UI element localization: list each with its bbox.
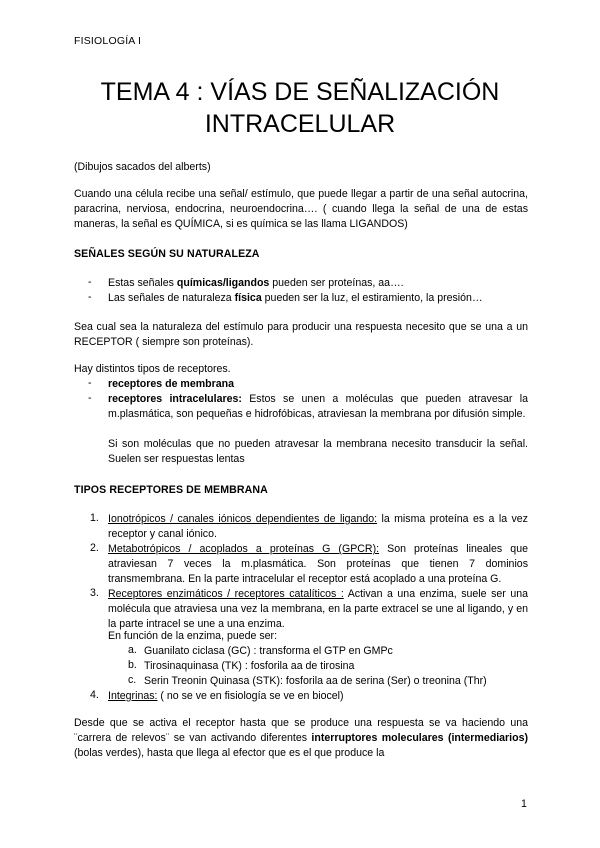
list-item: Receptores enzimáticos / receptores catalíticos : Activan a una enzima, suele ser una molécula que atraviesa una vez la membrana, en la parte extracel se une al ligando, y en la parte intracel se une a una enzima.: [108, 588, 528, 630]
intro-paragraph: Cuando una célula recibe una señal/ estímulo, que puede llegar a partir de una señal autocrina, paracrina, nerviosa, endocrina, neuroendocrina…. ( cuando llega la señal de una de estas maneras, la señal es QUÍMICA, si es química se las llama LIGANDOS): [74, 188, 528, 230]
list-item: Ionotrópicos / canales iónicos dependientes de ligando: la misma proteína es a la vez receptor y canal iónico.: [108, 513, 528, 540]
list-item: Metabotrópicos / acoplados a proteínas G (GPCR): Son proteínas lineales que atraviesan 7 veces la m.plasmática. Son proteínas que tienen 7 dominios transmembrana. En la parte intracelular el receptor está acoplado a una proteína G.: [108, 543, 528, 585]
running-header: FISIOLOGÍA I: [74, 35, 142, 47]
bullet-dash: -: [88, 276, 92, 288]
list-number: 4.: [90, 689, 99, 701]
sublist-letter: a.: [128, 644, 137, 656]
sublist-item: Tirosinaquinasa (TK) : fosforila aa de tirosina: [144, 660, 355, 672]
list-item: Estas señales químicas/ligandos pueden ser proteínas, aa….: [108, 277, 404, 289]
list-item-continuation: Si son moléculas que no pueden atravesar la membrana necesito transducir la señal. Suelen ser respuestas lentas: [108, 438, 528, 465]
list-number: 1.: [90, 512, 99, 524]
closing-paragraph: Desde que se activa el receptor hasta que se produce una respuesta se va haciendo una ¨carrera de relevos¨ se van activando diferentes interruptores moleculares (intermediarios) (bolas verdes), hasta que llega al efector que es el que produce la: [74, 717, 528, 759]
sublist-letter: c.: [128, 674, 137, 686]
list-number: 2.: [90, 542, 99, 554]
receptor-types-intro: Hay distintos tipos de receptores.: [74, 363, 231, 375]
list-item: Integrinas: ( no se ve en fisiología se ve en biocel): [108, 690, 344, 702]
page-number: 1: [521, 798, 527, 810]
list-item: receptores de membrana: [108, 378, 235, 390]
bullet-dash: -: [88, 291, 92, 303]
enzyme-intro: En función de la enzima, puede ser:: [108, 630, 278, 642]
list-item: Las señales de naturaleza física pueden ser la luz, el estiramiento, la presión…: [108, 292, 483, 304]
list-number: 3.: [90, 587, 99, 599]
source-note: (Dibujos sacados del alberts): [74, 161, 211, 173]
sublist-item: Serin Treonin Quinasa (STK): fosforila aa de serina (Ser) o treonina (Thr): [144, 675, 487, 687]
section-heading-naturaleza: SEÑALES SEGÚN SU NATURALEZA: [74, 248, 260, 260]
section-heading-membrana: TIPOS RECEPTORES DE MEMBRANA: [74, 484, 268, 496]
page-title: [60, 76, 540, 140]
bullet-dash: -: [88, 392, 92, 404]
sublist-letter: b.: [128, 659, 137, 671]
title-line-1: TEMA 4 : VÍAS DE SEÑALIZACIÓN: [100, 78, 500, 106]
list-item: receptores intracelulares: Estos se unen a moléculas que pueden atravesar la m.plasmática, son pequeñas e hidrofóbicas, atraviesan la membrana por difusión simple.: [108, 393, 528, 420]
bullet-dash: -: [88, 377, 92, 389]
receptor-paragraph: Sea cual sea la naturaleza del estímulo para producir una respuesta necesito que se una a un RECEPTOR ( siempre son proteínas).: [74, 321, 528, 348]
sublist-item: Guanilato ciclasa (GC) : transforma el GTP en GMPc: [144, 645, 393, 657]
title-line-2: INTRACELULAR: [204, 110, 396, 138]
